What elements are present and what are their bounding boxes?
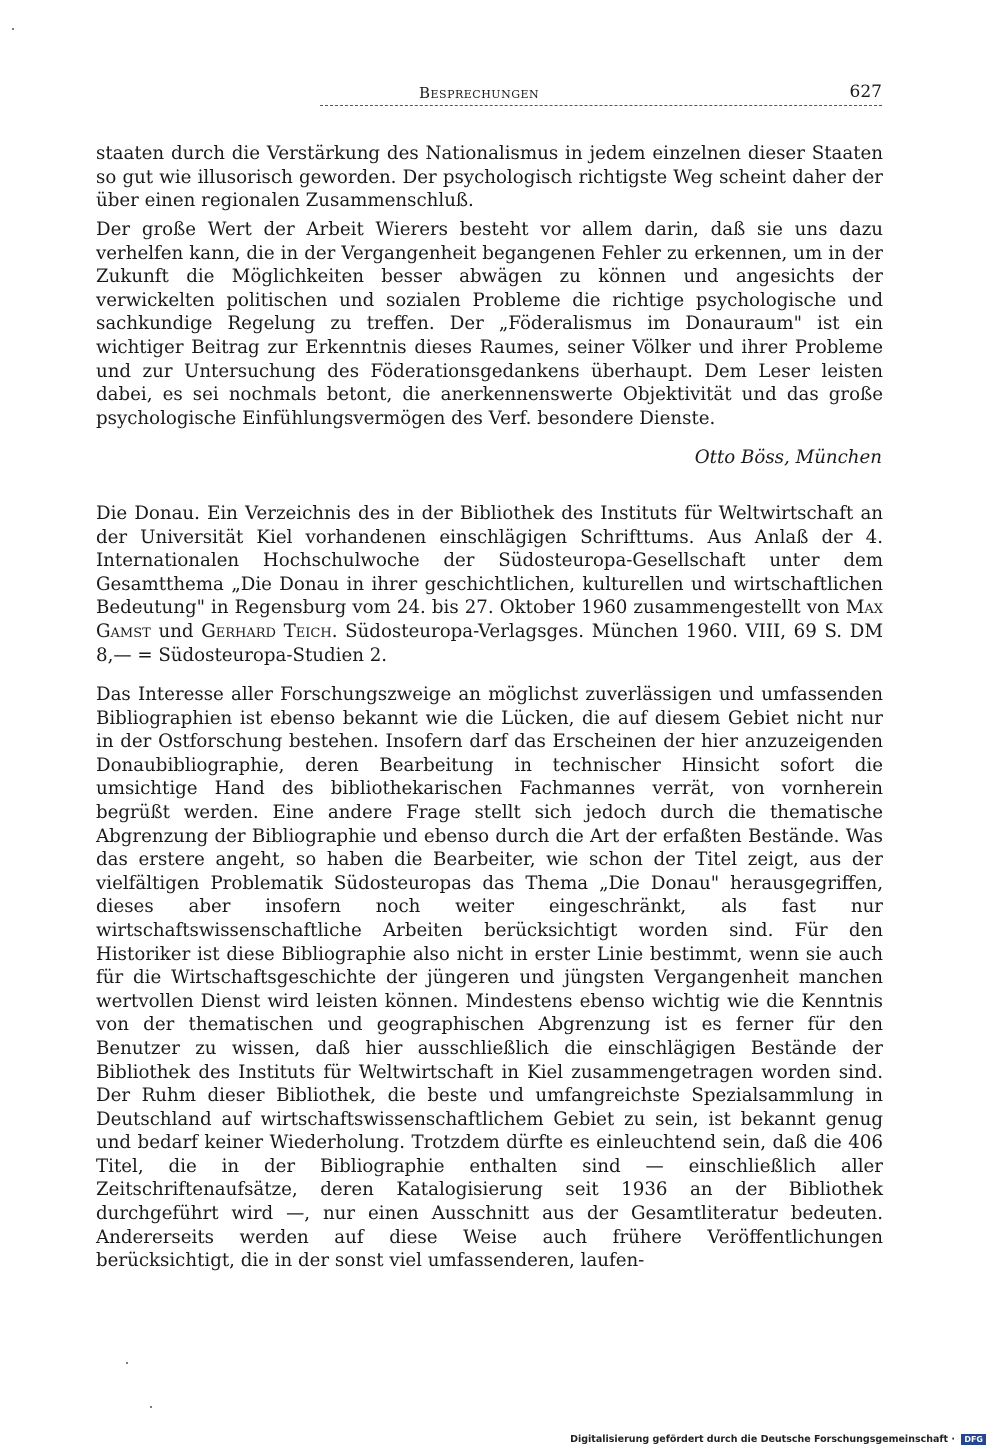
running-header <box>320 84 882 106</box>
paragraph-text: Das Interesse aller Forschungszweige an möglichst zuverlässigen und umfassenden Bibliographien ist ebenso bekannt wie die Lücken, die auf diesem Gebiet nicht nur in der Ostforschung bestehen. Insofern darf das Erscheinen der hier anzuzeigenden Donaubibliographie, deren Bearbeitung in technischer Hinsicht sofort die umsichtige Hand des bibliothekarischen Fachmannes verrät, von vornherein begrüßt werden. Eine andere Frage stellt sich jedoch durch die thematische Abgrenzung der Bibliographie und ebenso durch die Art der erfaßten Bestände. Was das erstere angeht, so haben die Bearbeiter, wie schon der Titel zeigt, aus der vielfältigen Problematik Südosteuropas das Thema „Die Donau" herausgegriffen, dieses aber insofern noch weiter eingeschränkt, als fast nur wirtschaftswissenschaftliche Arbeiten berücksichtigt worden sind. Für den Historiker ist diese Bibliographie also nicht in erster Linie bestimmt, wenn sie auch für die Wirtschaftsgeschichte der jüngeren und jüngsten Vergangenheit manchen wertvollen Dienst wird leisten können. Mindestens ebenso wichtig wie die Kenntnis von der thematischen und geographischen Abgrenzung ist es ferner für den Benutzer zu wissen, daß hier ausschließlich die einschlägigen Bestände der Bibliothek des Instituts für Weltwirtschaft in Kiel zusammengetragen worden sind. Der Ruhm dieser Bibliothek, die beste und umfangreichste Spezialsammlung in Deutschland auf wirtschaftswissenschaftlichem Gebiet zu sein, ist bekannt genug und bedarf keiner Wiederholung. Trotzdem dürfte es einleuchtend sein, daß die 406 Titel, die in der Bibliographie enthalten sind — einschließlich aller Zeitschriftenaufsätze, deren Katalogisierung seit 1936 an der Bibliothek durchgeführt wird —, nur einen Ausschnitt aus der Gesamtliteratur bedeuten. Andererseits werden auf diese Weise auch frühere Veröffentlichungen berücksichtigt, die in der sonst viel umfassenderen, laufen- <box>96 684 883 1272</box>
heading-part-1: Die Donau. Ein Verzeichnis des in der Bibliothek des Instituts für Weltwirtschaft an der Universität Kiel vorhandenen einschlägigen Schrifttums. Aus Anlaß der 4. Internationalen Hochschulwoche der Südosteuropa-Gesellschaft unter dem Gesamtthema „Die Donau in ihrer geschichtlichen, kulturellen und wirtschaftlichen Bedeutung" in Regensburg vom 24. bis 27. Oktober 1960 zusammengestellt von <box>96 503 883 619</box>
footer-text: Digitalisierung gefördert durch die Deutsche Forschungsgemeinschaft · <box>570 1434 956 1445</box>
paragraph-text: Der große Wert der Arbeit Wierers besteht vor allem darin, daß sie uns dazu verhelfen kann, die in der Vergangenheit begangenen Fehler zu erkennen, um in der Zukunft die Möglichkeiten besser abwägen zu können und angesichts der verwickelten politischen und sozialen Probleme die richtige psychologische und sachkundige Regelung zu treffen. Der „Föderalismus im Donauraum" ist ein wichtiger Beitrag zur Erkenntnis dieses Raumes, seiner Völker und ihrer Probleme und zur Untersuchung des Föderationsgedankens überhaupt. Dem Leser leisten dabei, es sei nochmals betont, die anerkennenswerte Objektivität und das große psychologische Einfühlungsvermögen des Verf. besondere Dienste. <box>96 219 883 429</box>
review-body-paragraph <box>96 683 883 1273</box>
dfg-logo: DFG <box>961 1434 986 1445</box>
review-bibliographic-heading <box>96 502 883 667</box>
heading-part-2: . Südosteuropa-Verlagsges. München 1960. VIII, 69 S. DM 8,— = Südosteuropa-Studien 2. <box>96 620 883 666</box>
running-title: Besprechungen <box>419 84 540 102</box>
page-number: 627 <box>849 82 882 102</box>
heading-connector: und <box>158 620 194 642</box>
digitization-footer <box>570 1434 986 1445</box>
paragraph-text: staaten durch die Verstärkung des Nationalismus in jedem einzelnen dieser Staaten so gut wie illusorisch geworden. Der psychologisch richtigste Weg scheint daher der über einen regionalen Zusammenschluß. <box>96 143 883 212</box>
editor-name-1: Max Gamst <box>96 597 883 642</box>
scan-speck <box>126 1362 128 1364</box>
editor-name-2: Gerhard Teich <box>201 620 332 642</box>
paragraph-conclusion <box>96 218 883 430</box>
review-signature: Otto Böss, München <box>694 447 882 468</box>
heading-text <box>96 502 883 667</box>
scan-speck <box>150 1406 152 1408</box>
scan-speck <box>12 28 14 30</box>
paragraph-continuation <box>96 142 883 213</box>
header-rule <box>320 105 882 106</box>
